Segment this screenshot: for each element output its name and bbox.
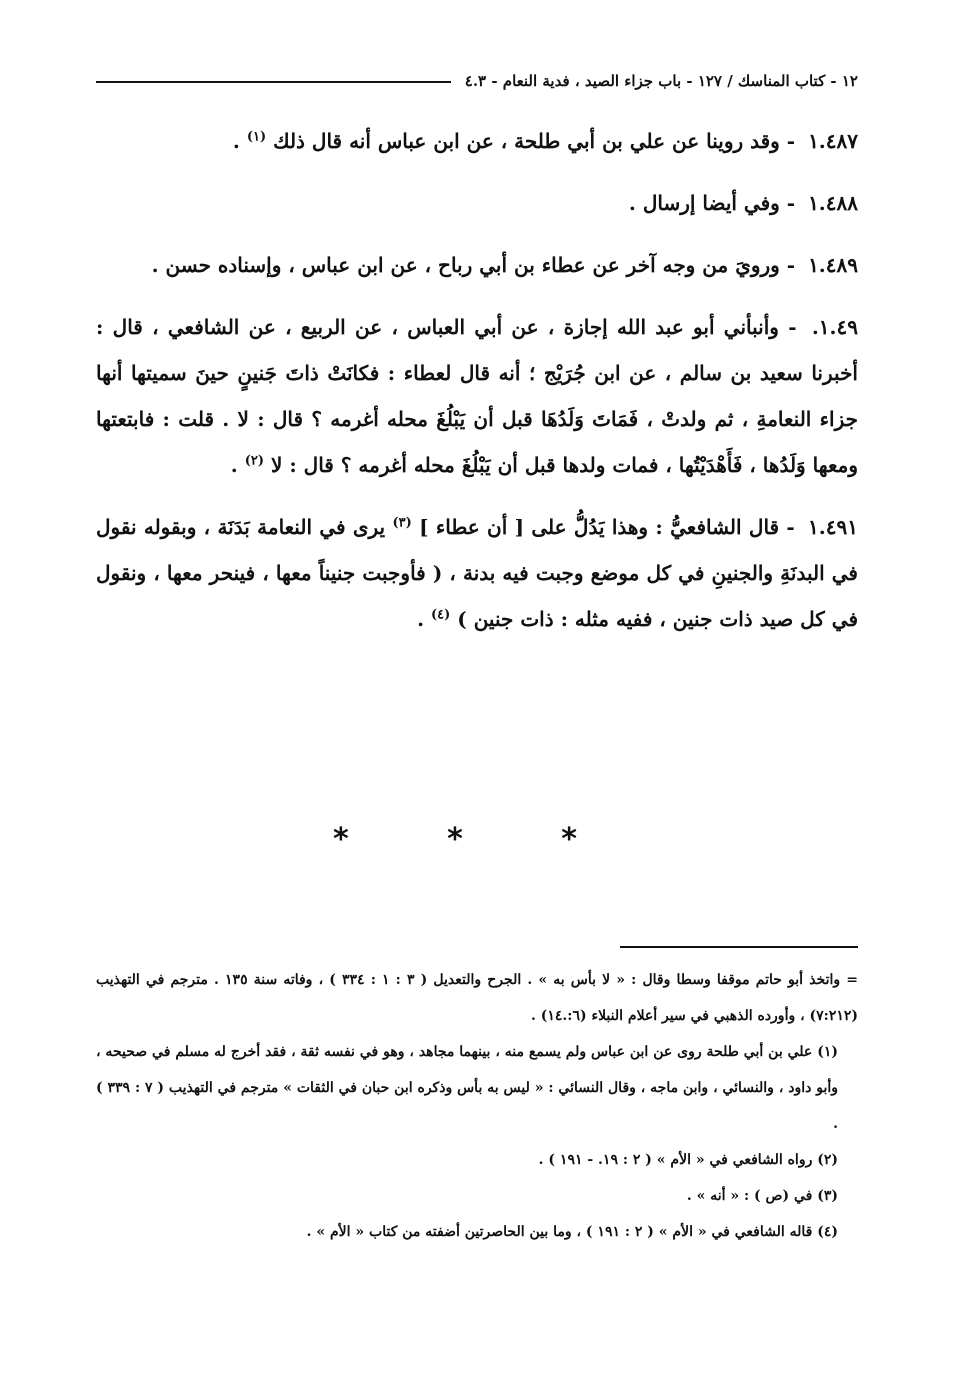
paragraph-1490 — [96, 304, 858, 488]
paragraph-text: - وفي أيضا إرسال . — [628, 191, 796, 215]
paragraph-text: - وقد روينا عن علي بن أبي طلحة ، عن ابن عباس أنه قال ذلك — [273, 129, 796, 153]
footnotes — [96, 962, 858, 1250]
footnote-4: (٤) قاله الشافعي في « الأم » ( ٢ : ١٩١ ) ، وما بين الحاصرتين أضفته من كتاب « الأم » . — [306, 1224, 838, 1240]
footnote-ref: (٢) — [244, 453, 264, 469]
paragraph-number: ١.٤٨٩ — [808, 253, 858, 277]
paragraph-tail: يرى في النعامة بَدَنَة ، وبقوله نقول في البدنَةِ والجنينِ في كل موضع وجبت فيه بدنة ، ( فأوجبت جنيناً معها ، فينحر معها ، ونقول في كل صيد ذات جنين ، ففيه مثله : ذات جنين ) — [96, 515, 858, 631]
footnote-3: (٣) في (ص ) : « أنه » . — [686, 1188, 838, 1204]
main-text — [96, 118, 858, 658]
header-rule — [96, 81, 451, 83]
running-header — [96, 66, 858, 96]
paragraph-1489 — [96, 242, 858, 288]
paragraph-1488 — [96, 180, 858, 226]
paragraph-text: - ورويَ من وجه آخر عن عطاء بن أبي رباح ، عن ابن عباس ، وإسناده حسن . — [151, 253, 796, 277]
paragraph-number: ١.٤٩. — [811, 315, 858, 339]
paragraph-1491 — [96, 504, 858, 642]
paragraph-1487 — [96, 118, 858, 164]
footnote-ref: (٣) — [392, 515, 412, 531]
section-separator: * * * — [333, 822, 621, 857]
header-title: ١٢ - كتاب المناسك / ١٢٧ - باب جزاء الصيد ، فدية النعام - ٤.٣ — [464, 72, 858, 90]
footnote-1: (١) علي بن أبي طلحة روى عن ابن عباس ولم يسمع منه ، بينهما مجاهد ، وهو في نفسه ثقة ، فقد أخرج له مسلم في صحيحه ، وأبو داود ، والنسائي ، وابن ماجه ، وقال النسائي : « ليس به بأس وذكره ابن حبان في الثقات » مترجم في التهذيب ( ٧ : ٣٣٩ ) . — [96, 1044, 839, 1132]
paragraph-tail: . — [230, 453, 238, 477]
paragraph-text: - وأنبأني أبو عبد الله إجازة ، عن أبي العباس ، عن الربيع ، عن الشافعي ، قال : أخبرنا سعيد بن سالم ، عن ابن جُرَيْج ؛ أنه قال لعطاء : فكانَتْ ذاتَ جَنينٍ حينَ سميتها أنها جزاء النعامةِ ، ثم ولدتْ ، فَمَاتَ وَلَدُهَا قبل أن يَبْلُغَ محله أغرمه ؟ قال : لا . قلت : فابتعتها ومعها وَلَدُها ، فَأَهْدَيْتُها ، فمات ولدها قبل أن يَبْلُغَ محله أغرمه ؟ قال : لا — [96, 315, 858, 477]
footnote-2: (٢) رواه الشافعي في « الأم » ( ٢ : ١٩. - ١٩١ ) . — [538, 1152, 838, 1168]
footnote-rule — [620, 946, 858, 948]
footnote-ref: (١) — [246, 129, 267, 145]
paragraph-tail: . — [232, 129, 240, 153]
paragraph-tail: . — [417, 607, 425, 631]
footnote-ref: (٤) — [431, 607, 451, 623]
paragraph-text: - قال الشافعيُّ : وهذا يَدُلُّ على [ أن عطاء ] — [419, 515, 795, 539]
paragraph-number: ١.٤٨٧ — [808, 129, 858, 153]
footnote-continued: = واتخذ أبو حاتم موقفا وسطا وقال : « لا بأس به » . الجرح والتعديل ( ٣ : ١ : ٣٣٤ ) ، وفاته سنة ١٣٥ . مترجم في التهذيب (٧:٢١٢) ، وأورده الذهبي في سير أعلام النبلاء (٦:.١٤) . — [96, 972, 858, 1024]
paragraph-number: ١.٤٨٨ — [808, 191, 858, 215]
paragraph-number: ١.٤٩١ — [808, 515, 858, 539]
